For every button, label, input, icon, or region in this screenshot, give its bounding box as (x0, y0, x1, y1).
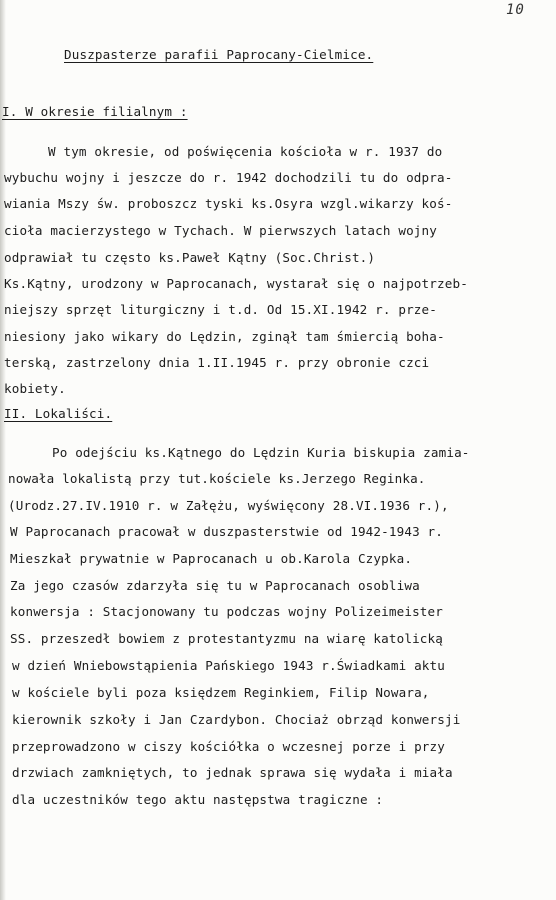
page-number: 10 (506, 2, 525, 18)
text-line: w dzień Wniebowstąpienia Pańskiego 1943 r.Świadkami aktu (12, 658, 445, 673)
text-line: terską, zastrzelony dnia 1.II.1945 r. przy obronie czci (4, 355, 430, 370)
text-line: Ks.Kątny, urodzony w Paprocanach, wystarał się o najpotrzeb- (4, 276, 468, 291)
document-title: Duszpasterze parafii Paprocany-Cielmice. (64, 47, 374, 62)
text-line: konwersja : Stacjonowany tu podczas wojny Polizeimeister (10, 604, 443, 619)
text-line: wiania Mszy św. proboszcz tyski ks.Osyra wzgl.wikarzy koś- (4, 196, 453, 211)
scan-edge-shadow (0, 0, 6, 900)
text-line: (Urodz.27.IV.1910 r. w Załężu, wyświęcony 28.VI.1936 r.), (8, 498, 449, 513)
text-line: kobiety. (4, 381, 66, 396)
text-line: drzwiach zamkniętych, to jednak sprawa się wydała i miała (12, 765, 453, 780)
text-line: nowała lokalistą przy tut.kościele ks.Jerzego Reginka. (8, 471, 426, 486)
text-line: Po odejściu ks.Kątnego do Lędzin Kuria biskupia zamia- (52, 445, 470, 460)
text-line: w kościele byli poza księdzem Reginkiem, Filip Nowara, (12, 685, 430, 700)
text-line: wybuchu wojny i jeszcze do r. 1942 dochodzili tu do odpra- (4, 170, 453, 185)
text-line: kierownik szkoły i Jan Czardybon. Chociaż obrząd konwersji (12, 712, 461, 727)
text-line: Za jego czasów zdarzyła się tu w Paprocanach osobliwa (10, 578, 420, 593)
text-line: dla uczestników tego aktu następstwa tragiczne : (12, 792, 384, 807)
text-line: SS. przeszedł bowiem z protestantyzmu na wiarę katolicką (10, 631, 443, 646)
text-line: niesiony jako wikary do Lędzin, zginął tam śmiercią boha- (4, 329, 445, 344)
text-line: odprawiał tu często ks.Paweł Kątny (Soc.Christ.) (4, 250, 376, 265)
text-line: cioła macierzystego w Tychach. W pierwszych latach wojny (4, 223, 437, 238)
text-line: przeprowadzono w ciszy kościółka o wczesnej porze i przy (12, 739, 445, 754)
text-line: niejszy sprzęt liturgiczny i t.d. Od 15.XI.1942 r. prze- (4, 302, 437, 317)
text-line: W Paprocanach pracował w duszpasterstwie od 1942-1943 r. (10, 524, 443, 539)
section-heading: II. Lokaliści. (4, 406, 113, 421)
text-line: W tym okresie, od poświęcenia kościoła w r. 1937 do (48, 144, 443, 159)
section-heading: I. W okresie filialnym : (2, 104, 188, 119)
text-line: Mieszkał prywatnie w Paprocanach u ob.Karola Czypka. (10, 551, 413, 566)
